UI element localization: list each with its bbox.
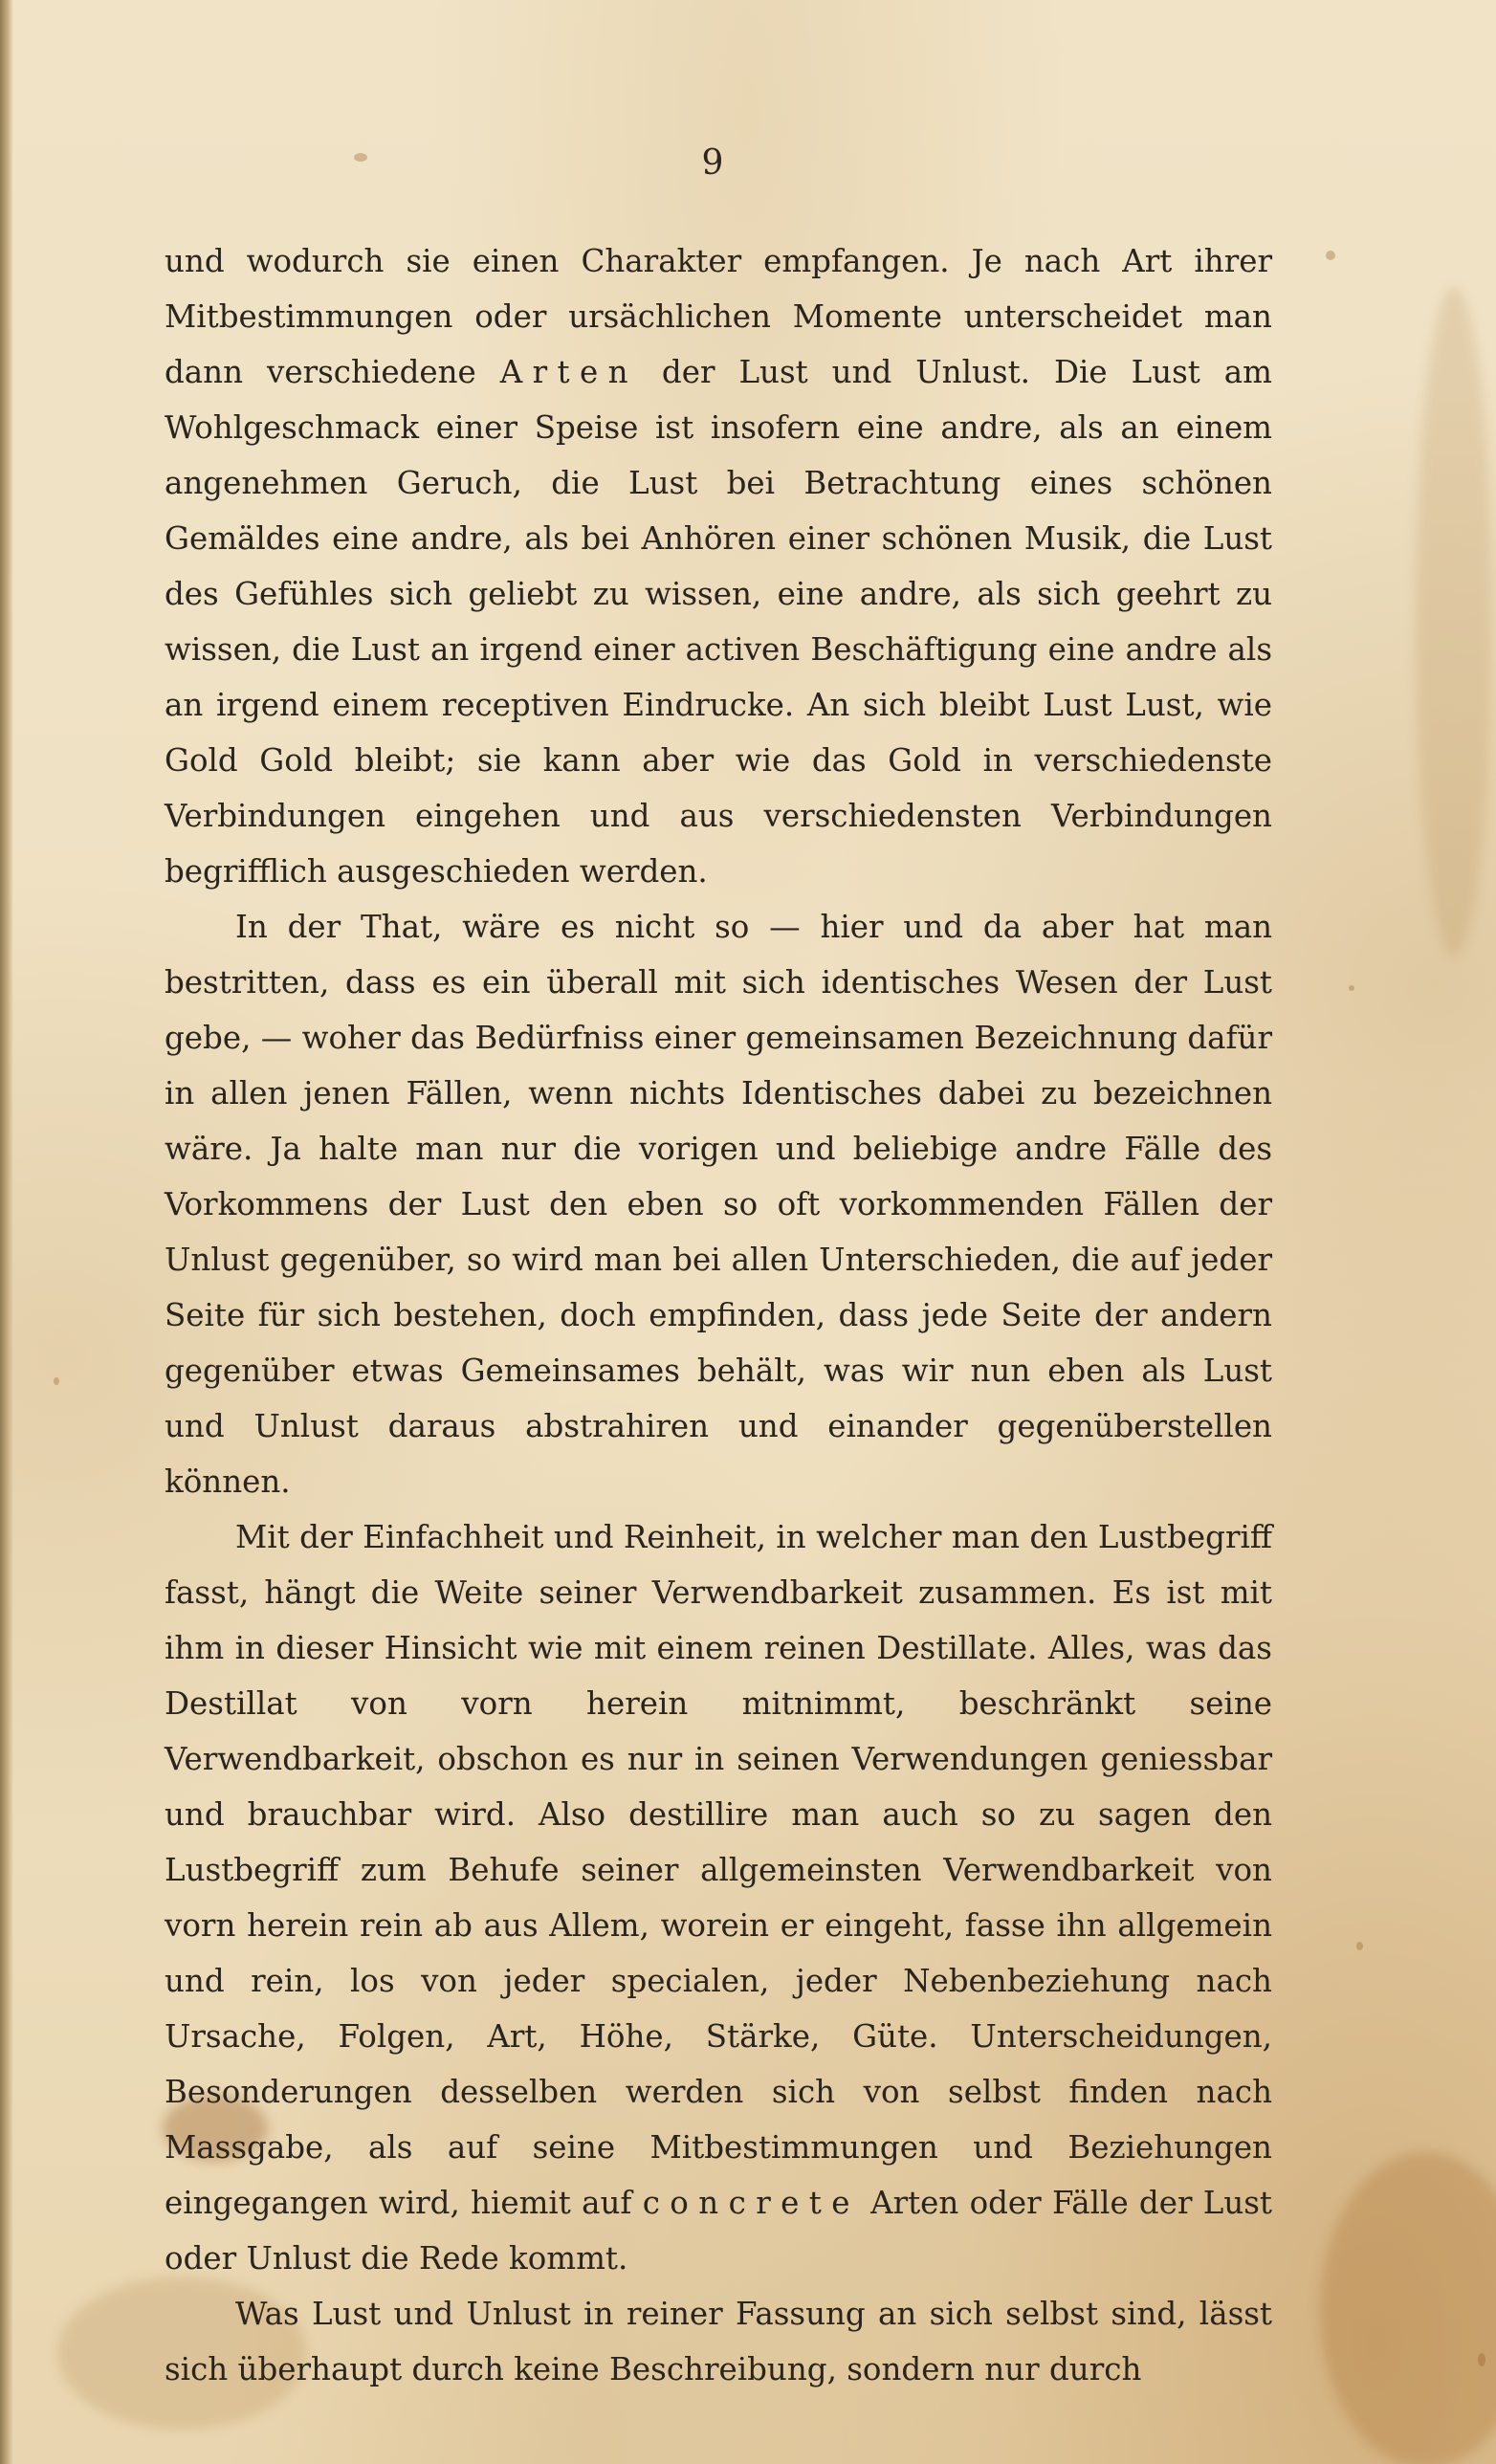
page-left-edge <box>0 0 13 2464</box>
paragraph-3-text-after: Arten oder Fälle der Lust oder Unlust die Rede kommt. <box>165 2185 1272 2277</box>
paper-stain <box>1416 287 1492 957</box>
paper-stain <box>1320 2152 1496 2464</box>
body-text <box>165 233 1272 2397</box>
paragraph-2: In der That, wäre es nicht so — hier und da aber hat man bestritten, dass es ein überall mit sich identisches Wesen der Lust gebe, — woher das Bedürfniss einer gemeinsamen Bezeichnung dafür in allen jenen Fällen, wenn nichts Identisches dabei zu bezeichnen wäre. Ja halte man nur die vorigen und beliebige andre Fälle des Vorkommens der Lust den eben so oft vorkommenden Fällen der Unlust gegenüber, so wird man bei allen Unterschieden, die auf jeder Seite für sich bestehen, doch empfinden, dass jede Seite der andern gegenüber etwas Gemeinsames behält, was wir nun eben als Lust und Unlust daraus abstrahiren und einander gegenüberstellen können. <box>165 909 1272 1500</box>
foxing-spot <box>1349 985 1354 991</box>
paragraph-1 <box>165 233 1272 899</box>
foxing-spot <box>1478 2353 1485 2366</box>
page-number: 9 <box>701 143 724 183</box>
foxing-spot <box>1356 1942 1363 1950</box>
foxing-spot <box>54 1377 59 1385</box>
paragraph-1-text-before: und wodurch sie einen Charakter empfangen. Je nach Art ihrer Mitbestimmungen oder ursächlichen Momente unterscheidet man dann verschiedene <box>165 243 1272 390</box>
paragraph-3-text-before: Mit der Einfachheit und Reinheit, in welcher man den Lustbegriff fasst, hängt die Weite seiner Verwendbarkeit zusammen. Es ist mit ihm in dieser Hinsicht wie mit einem reinen Destillate. Alles, was das Destillat von vorn herein mitnimmt, beschränkt seine Verwendbarkeit, obschon es nur in seinen Verwendungen geniessbar und brauchbar wird. Also destillire man auch so zu sagen den Lustbegriff zum Behufe seiner allgemeinsten Verwendbarkeit von vorn herein rein ab aus Allem, worein er eingeht, fasse ihn allgemein und rein, los von jeder specialen, jeder Nebenbeziehung nach Ursache, Folgen, Art, Höhe, Stärke, Güte. Unterscheidungen, Besonderungen desselben werden sich von selbst finden nach Massgabe, als auf seine Mitbestimmungen und Beziehungen eingegangen wird, hiemit auf <box>165 1519 1272 2221</box>
paragraph-1-text-after: der Lust und Unlust. Die Lust am Wohlgeschmack einer Speise ist insofern eine andre, als an einem angenehmen Geruch, die Lust bei Betrachtung eines schönen Gemäldes eine andre, als bei Anhören einer schönen Musik, die Lust des Gefühles sich geliebt zu wissen, eine andre, als sich geehrt zu wissen, die Lust an irgend einer activen Beschäftigung eine andre als an irgend einem receptiven Eindrucke. An sich bleibt Lust Lust, wie Gold Gold bleibt; sie kann aber wie das Gold in verschiedenste Verbindungen eingehen und aus verschiedensten Verbindungen begrifflich ausgeschieden werden. <box>165 354 1272 890</box>
paragraph-3 <box>165 1509 1272 2286</box>
foxing-spot <box>1326 251 1335 260</box>
paragraph-4: Was Lust und Unlust in reiner Fassung an sich selbst sind, lässt sich überhaupt durch keine Beschreibung, sondern nur durch <box>165 2296 1272 2387</box>
spaced-emphasis: Arten <box>499 354 638 390</box>
foxing-spot <box>354 153 367 162</box>
spaced-emphasis: concrete <box>642 2185 860 2221</box>
